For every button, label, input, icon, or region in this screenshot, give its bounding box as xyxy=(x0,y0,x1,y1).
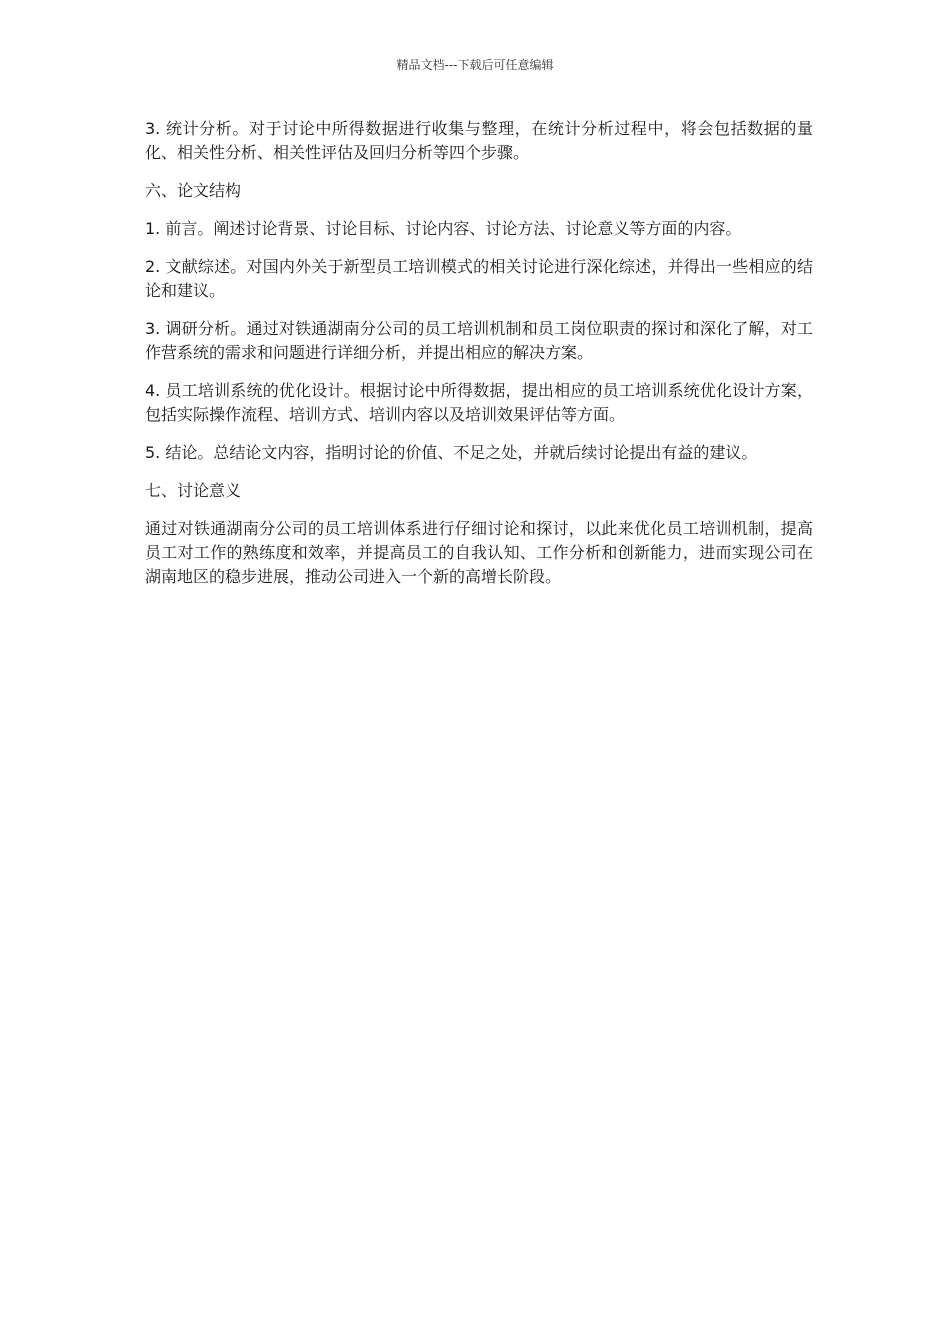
document-body xyxy=(145,117,813,603)
paragraph-introduction: 1. 前言。阐述讨论背景、讨论目标、讨论内容、讨论方法、讨论意义等方面的内容。 xyxy=(145,219,742,238)
paragraph-conclusion: 5. 结论。总结论文内容，指明讨论的价值、不足之处，并就后续讨论提出有益的建议。 xyxy=(145,443,758,462)
section-heading-significance: 七、讨论意义 xyxy=(145,481,242,500)
paragraph-literature-review: 2. 文献综述。对国内外关于新型员工培训模式的相关讨论进行深化综述，并得出一些相应的结论和建议。 xyxy=(145,257,813,300)
paragraph-significance: 通过对铁通湖南分公司的员工培训体系进行仔细讨论和探讨，以此来优化员工培训机制，提高员工对工作的熟练度和效率，并提高员工的自我认知、工作分析和创新能力，进而实现公司在湖南地区的稳步进展，推动公司进入一个新的高增长阶段。 xyxy=(145,519,813,586)
paragraph-optimization-design: 4. 员工培训系统的优化设计。根据讨论中所得数据，提出相应的员工培训系统优化设计方案，包括实际操作流程、培训方式、培训内容以及培训效果评估等方面。 xyxy=(145,381,813,424)
paragraph-research-analysis: 3. 调研分析。通过对铁通湖南分公司的员工培训机制和员工岗位职责的探讨和深化了解，对工作营系统的需求和问题进行详细分析，并提出相应的解决方案。 xyxy=(145,319,813,362)
paragraph-statistical-analysis: 3. 统计分析。对于讨论中所得数据进行收集与整理，在统计分析过程中，将会包括数据的量化、相关性分析、相关性评估及回归分析等四个步骤。 xyxy=(145,119,813,162)
page-header: 精品文档---下载后可任意编辑 xyxy=(396,58,554,72)
section-heading-thesis-structure: 六、论文结构 xyxy=(145,181,242,200)
